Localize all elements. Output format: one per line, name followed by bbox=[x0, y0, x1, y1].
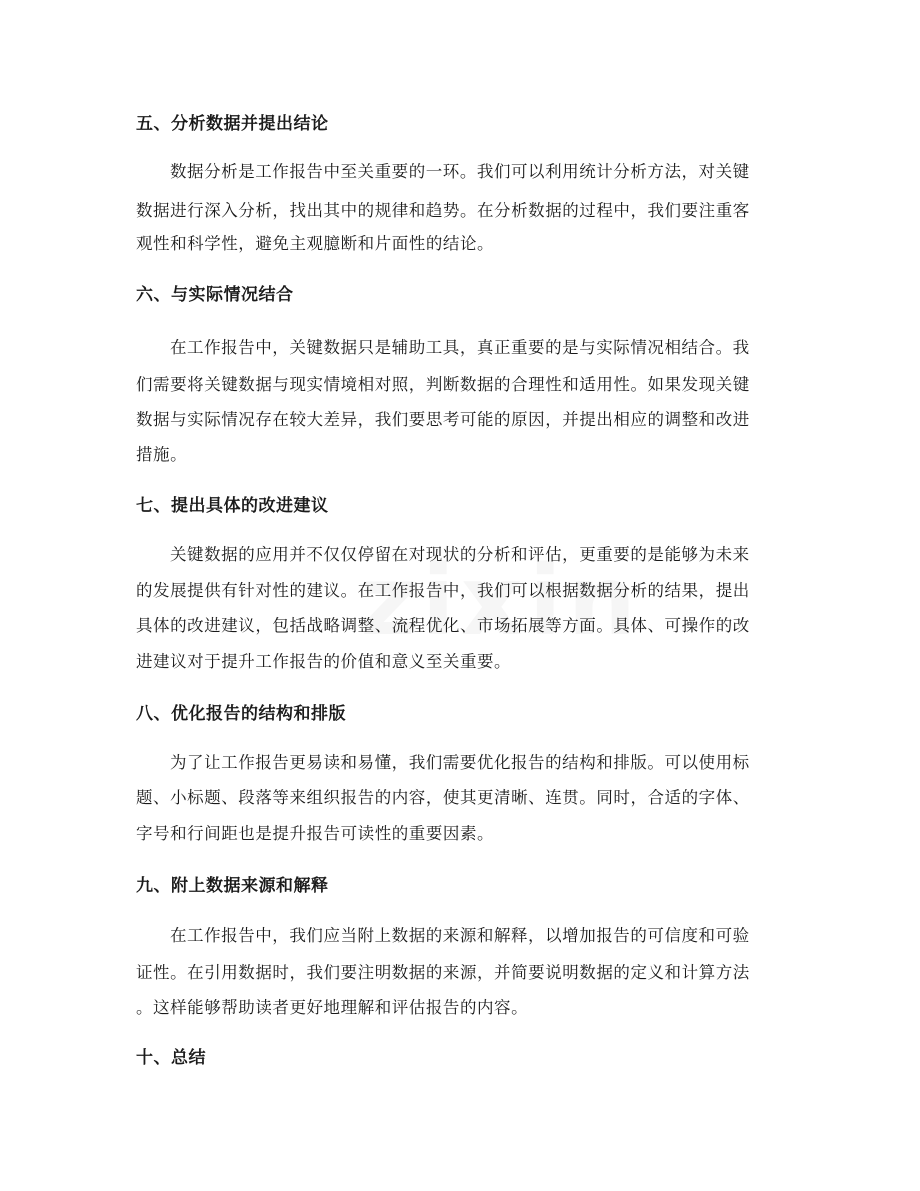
paragraph-line: 在工作报告中，关键数据只是辅助工具，真正重要的是与实际情况相结合。我 bbox=[170, 338, 750, 357]
paragraph-line: 在工作报告中，我们应当附上数据的来源和解释，以增加报告的可信度和可验 bbox=[170, 926, 750, 945]
section-heading: 八、优化报告的结构和排版 bbox=[136, 704, 346, 724]
paragraph-line: 数据分析是工作报告中至关重要的一环。我们可以利用统计分析方法，对关键 bbox=[170, 162, 750, 181]
paragraph-line: 字号和行间距也是提升报告可读性的重要因素。 bbox=[136, 824, 495, 843]
section-heading: 九、附上数据来源和解释 bbox=[136, 876, 329, 896]
paragraph-line: 题、小标题、段落等来组织报告的内容，使其更清晰、连贯。同时，合适的字体、 bbox=[136, 788, 750, 807]
section-heading: 六、与实际情况结合 bbox=[136, 285, 294, 305]
paragraph-line: 观性和科学性，避免主观臆断和片面性的结论。 bbox=[136, 234, 495, 253]
paragraph-line: 进建议对于提升工作报告的价值和意义至关重要。 bbox=[136, 652, 512, 671]
section-heading: 七、提出具体的改进建议 bbox=[136, 496, 329, 516]
paragraph-line: 措施。 bbox=[136, 445, 188, 464]
paragraph-line: 数据进行深入分析，找出其中的规律和趋势。在分析数据的过程中，我们要注重客 bbox=[136, 201, 750, 220]
section-heading: 五、分析数据并提出结论 bbox=[136, 114, 329, 134]
paragraph-line: 具体的改进建议，包括战略调整、流程优化、市场拓展等方面。具体、可操作的改 bbox=[136, 616, 750, 635]
paragraph-line: 证性。在引用数据时，我们要注明数据的来源，并简要说明数据的定义和计算方法 bbox=[136, 963, 750, 982]
paragraph-line: 关键数据的应用并不仅仅停留在对现状的分析和评估，更重要的是能够为未来 bbox=[170, 545, 750, 564]
paragraph-line: 数据与实际情况存在较大差异，我们要思考可能的原因，并提出相应的调整和改进 bbox=[136, 410, 750, 429]
paragraph-line: 们需要将关键数据与现实情境相对照，判断数据的合理性和适用性。如果发现关键 bbox=[136, 375, 750, 394]
paragraph-line: 。这样能够帮助读者更好地理解和评估报告的内容。 bbox=[136, 998, 529, 1017]
paragraph-line: 的发展提供有针对性的建议。在工作报告中，我们可以根据数据分析的结果，提出 bbox=[136, 581, 750, 600]
paragraph-line: 为了让工作报告更易读和易懂，我们需要优化报告的结构和排版。可以使用标 bbox=[170, 753, 750, 772]
section-heading: 十、总结 bbox=[136, 1048, 206, 1068]
